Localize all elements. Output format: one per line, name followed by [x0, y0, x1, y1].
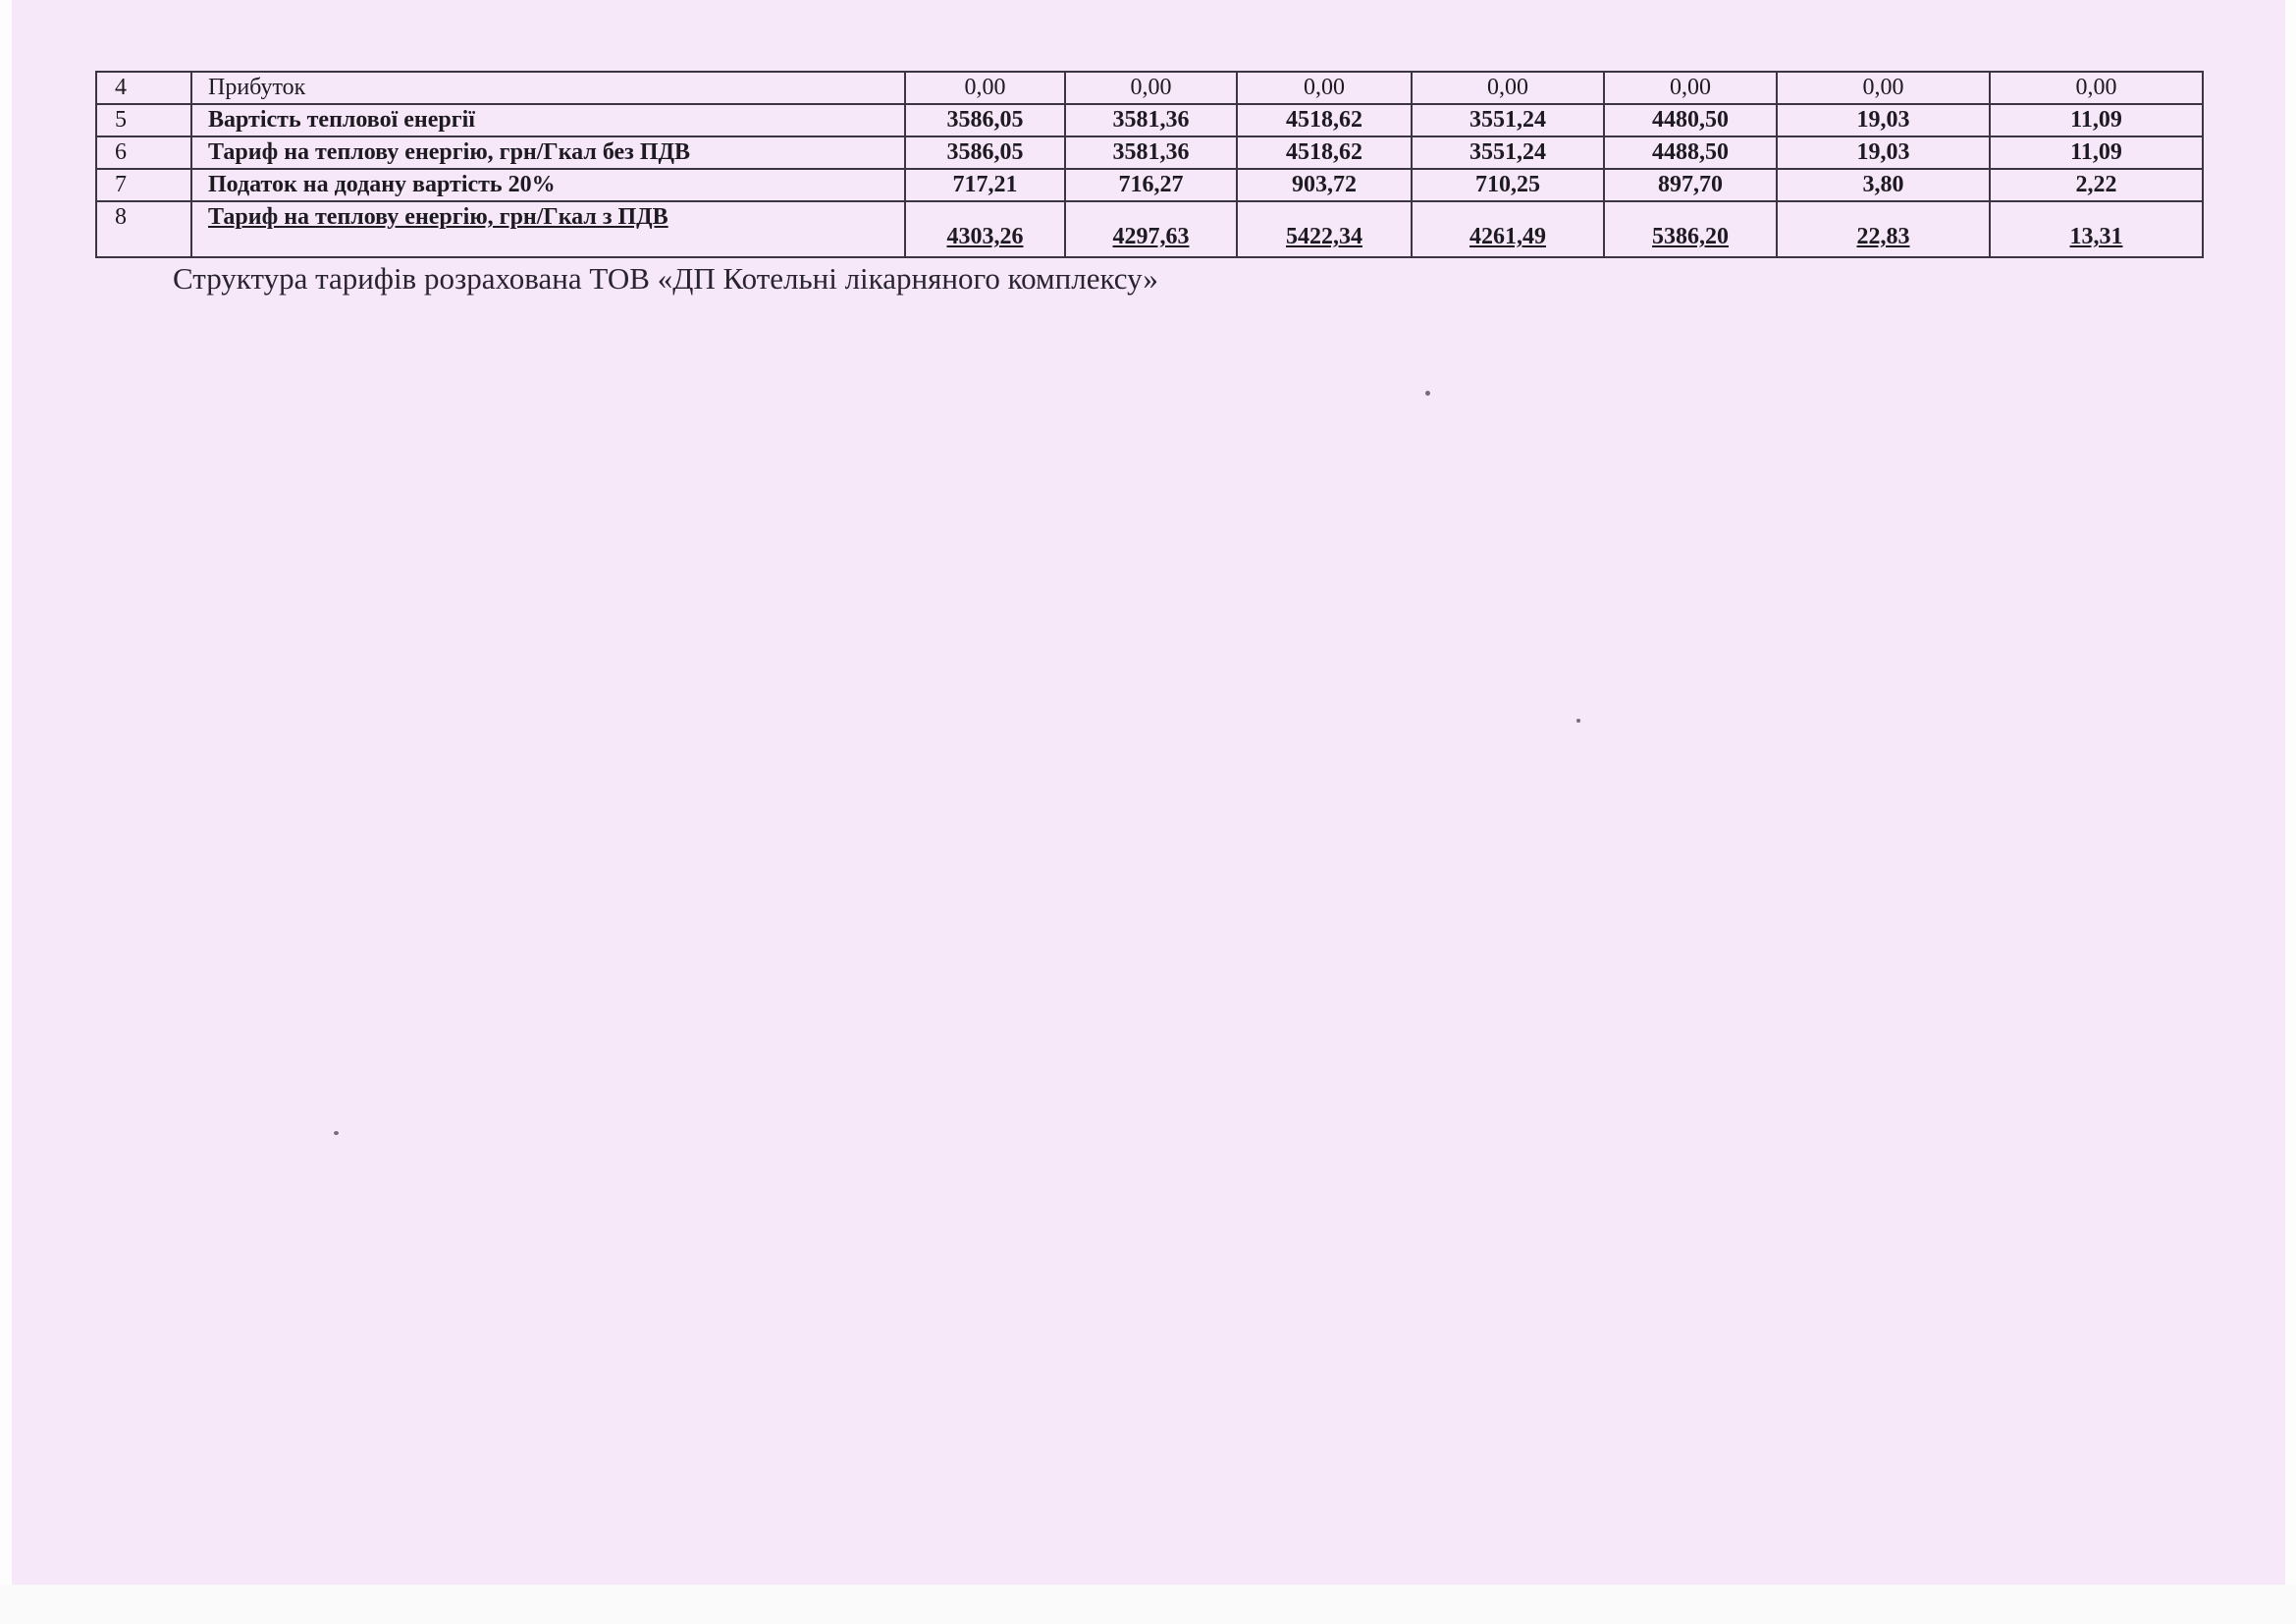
row-label: Прибуток [191, 72, 905, 104]
cell-value: 5386,20 [1652, 224, 1729, 249]
table-cell: 0,00 [1065, 72, 1237, 104]
row-label: Податок на додану вартість 20% [191, 169, 905, 201]
table-cell: 11,09 [1990, 136, 2203, 169]
table-cell: 19,03 [1777, 104, 1990, 136]
table-cell: 3581,36 [1065, 104, 1237, 136]
row-number: 4 [96, 72, 191, 104]
table-cell: 11,09 [1990, 104, 2203, 136]
tariff-footnote: Структура тарифів розрахована ТОВ «ДП Котельні лікарняного комплексу» [173, 261, 1158, 296]
table-cell: 903,72 [1237, 169, 1412, 201]
table-cell: 0,00 [1777, 72, 1990, 104]
row-label: Вартість теплової енергії [191, 104, 905, 136]
table-cell: 0,00 [905, 72, 1065, 104]
row-label-text: Тариф на теплову енергію, грн/Гкал з ПДВ [208, 204, 668, 230]
table-row-tariff-no-vat [96, 136, 2203, 169]
table-row-vat [96, 169, 2203, 201]
table-cell: 0,00 [1412, 72, 1604, 104]
cell-value: 4297,63 [1112, 224, 1190, 249]
table-cell [1777, 201, 1990, 257]
table-cell [1065, 201, 1237, 257]
scan-margin [0, 1585, 2296, 1624]
cell-value: 5422,34 [1286, 224, 1362, 249]
table-cell: 716,27 [1065, 169, 1237, 201]
table-cell: 4518,62 [1237, 104, 1412, 136]
table-cell: 717,21 [905, 169, 1065, 201]
table-cell [1412, 201, 1604, 257]
table-cell: 2,22 [1990, 169, 2203, 201]
table-cell: 3586,05 [905, 104, 1065, 136]
table-cell: 4480,50 [1604, 104, 1777, 136]
row-number: 6 [96, 136, 191, 169]
table-cell: 4518,62 [1237, 136, 1412, 169]
table-row-tariff-with-vat [96, 201, 2203, 257]
cell-value: 4261,49 [1469, 224, 1546, 249]
table-cell: 0,00 [1237, 72, 1412, 104]
table-cell: 19,03 [1777, 136, 1990, 169]
table-cell: 3581,36 [1065, 136, 1237, 169]
scan-speck [1576, 719, 1580, 723]
table-cell [1990, 201, 2203, 257]
row-label [191, 201, 905, 257]
table-cell: 3,80 [1777, 169, 1990, 201]
table-cell: 3551,24 [1412, 136, 1604, 169]
cell-value: 4303,26 [946, 224, 1024, 249]
tariff-table [95, 71, 2204, 258]
table-cell: 0,00 [1604, 72, 1777, 104]
row-number: 8 [96, 201, 191, 257]
table-cell: 897,70 [1604, 169, 1777, 201]
row-number: 5 [96, 104, 191, 136]
table-cell: 0,00 [1990, 72, 2203, 104]
table-cell: 3551,24 [1412, 104, 1604, 136]
table-cell [905, 201, 1065, 257]
table-cell: 710,25 [1412, 169, 1604, 201]
table-cell [1237, 201, 1412, 257]
scan-speck [334, 1131, 339, 1135]
table-cell [1604, 201, 1777, 257]
cell-value: 13,31 [2069, 224, 2123, 249]
table-cell: 4488,50 [1604, 136, 1777, 169]
row-label: Тариф на теплову енергію, грн/Гкал без ПДВ [191, 136, 905, 169]
table-row-heat-cost [96, 104, 2203, 136]
cell-value: 22,83 [1856, 224, 1910, 249]
table-row-profit [96, 72, 2203, 104]
table-cell: 3586,05 [905, 136, 1065, 169]
row-number: 7 [96, 169, 191, 201]
scan-speck [1425, 391, 1430, 396]
